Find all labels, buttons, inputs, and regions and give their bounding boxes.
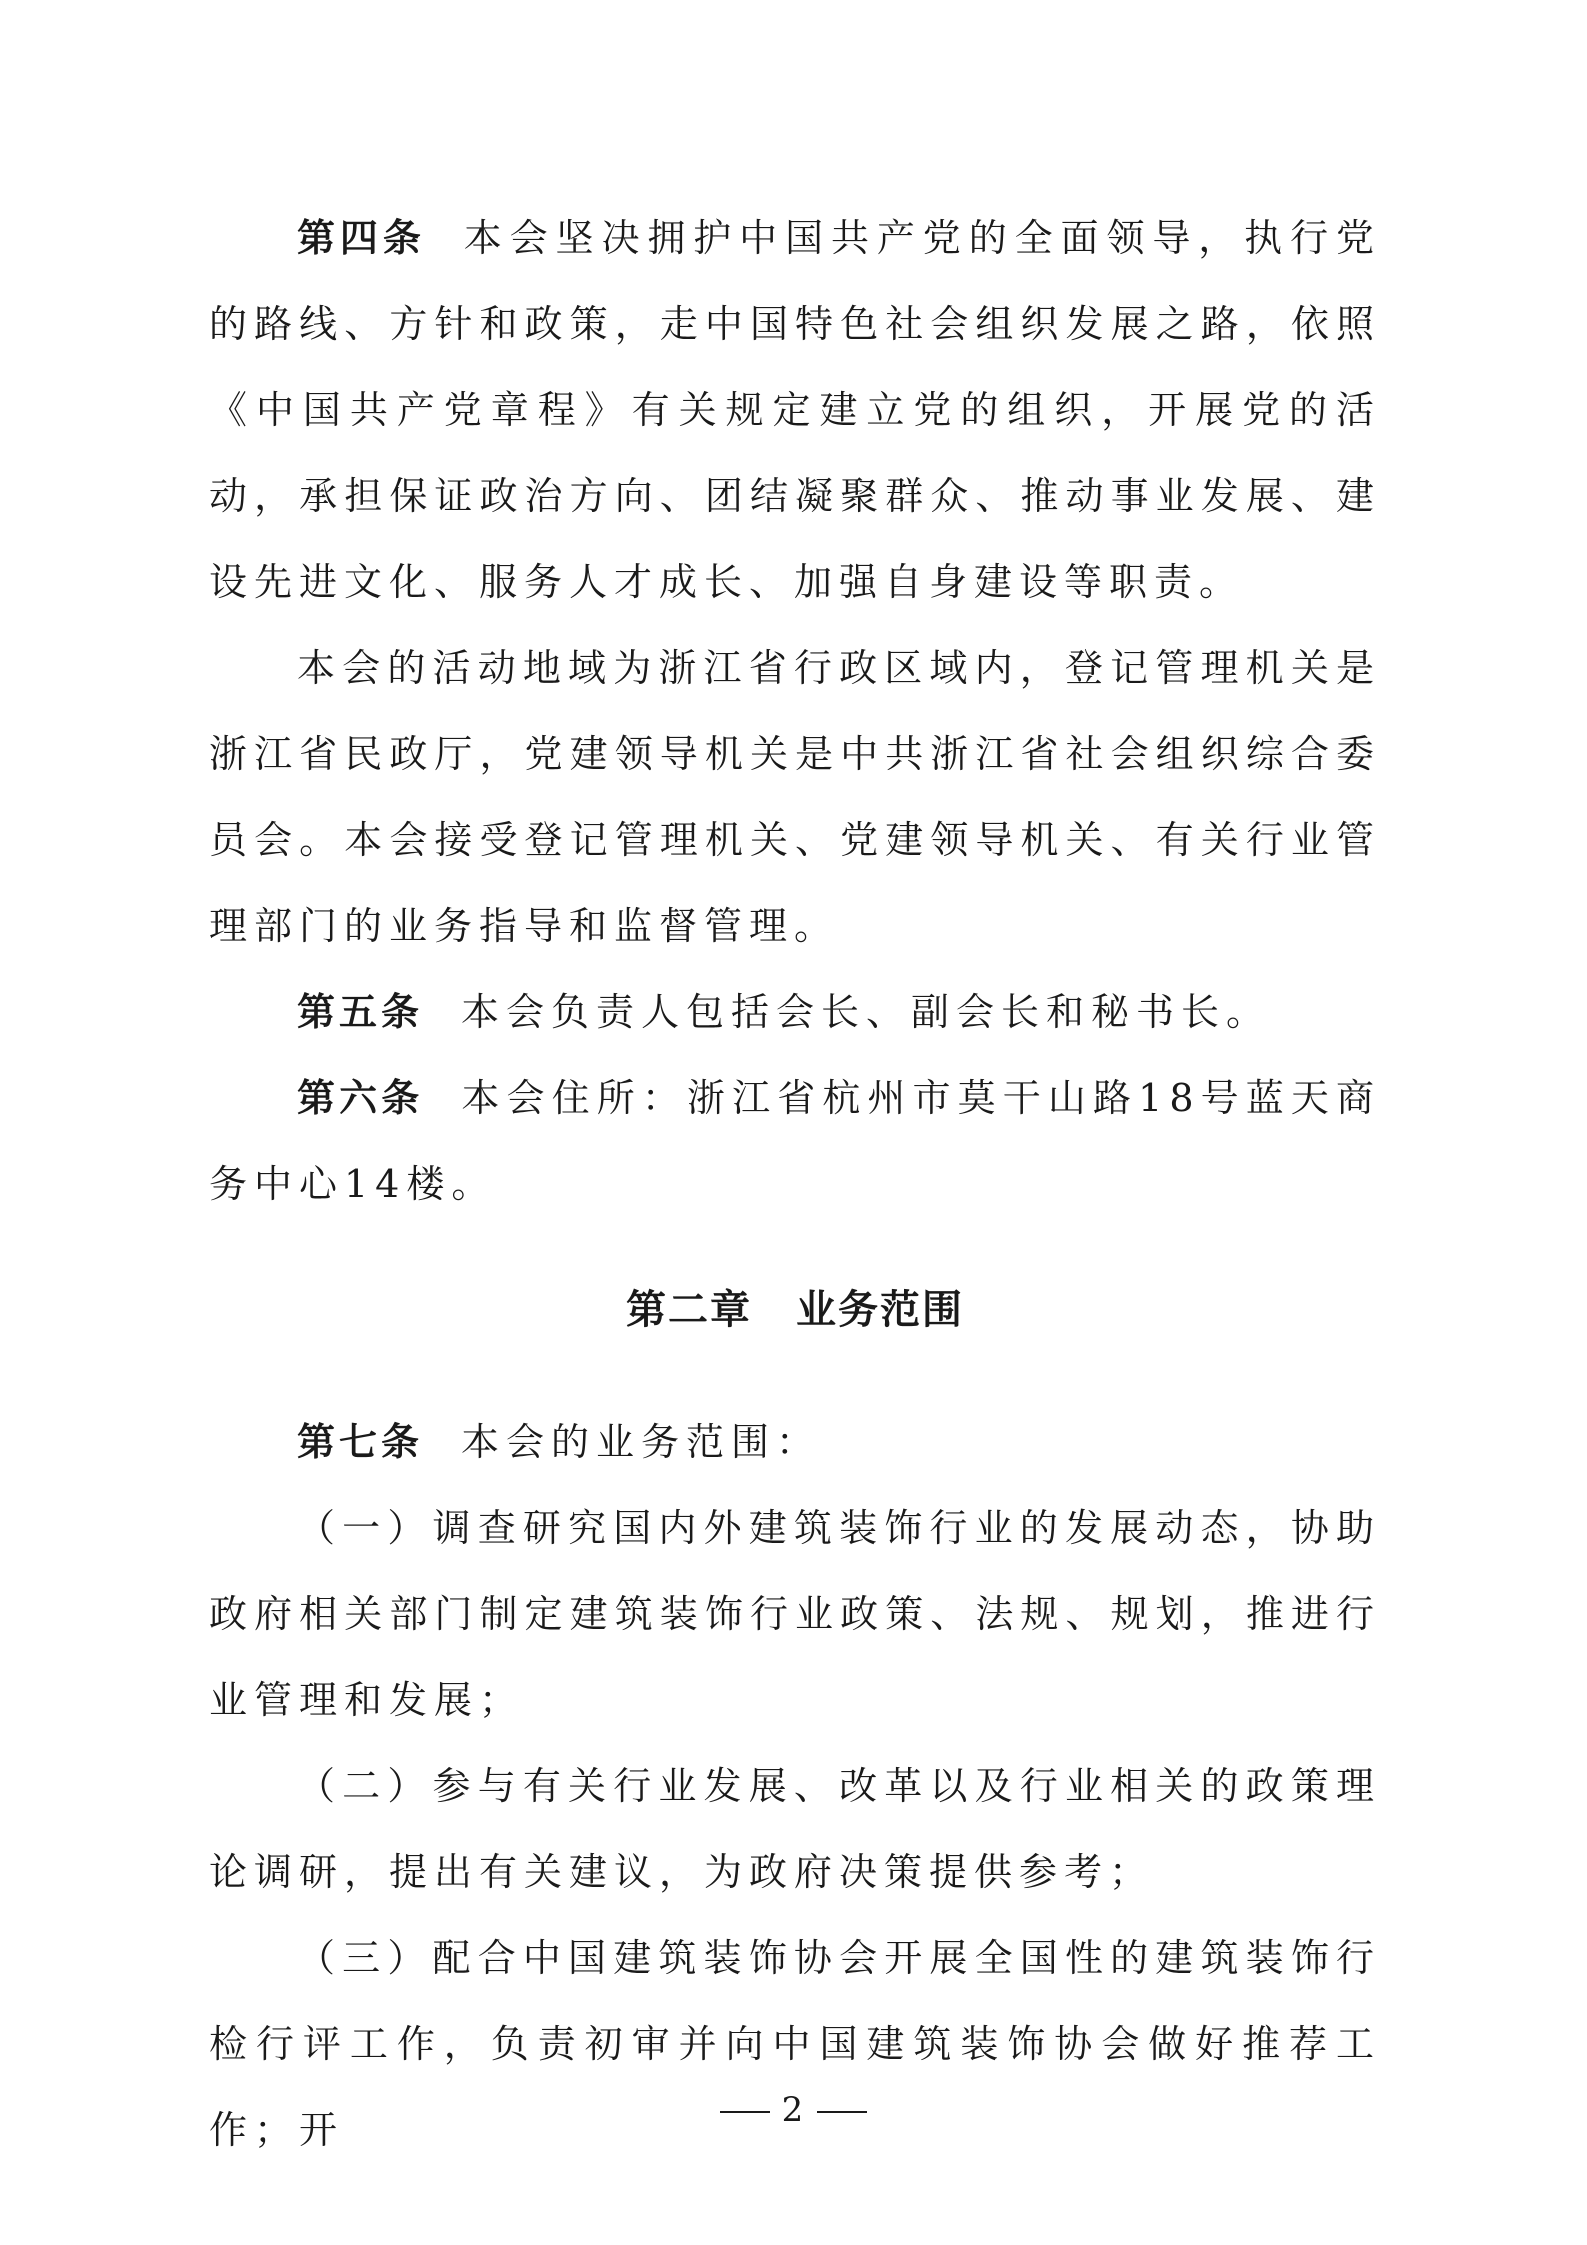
article-7-item-3 — [209, 1915, 1381, 2173]
article-text: 本会的活动地域为浙江省行政区域内，登记管理机关是浙江省民政厅，党建领导机关是中共浙江省社会组织综合委员会。本会接受登记管理机关、党建领导机关、有关行业管理部门的业务指导和监督管理。 — [209, 646, 1381, 948]
item-text: （三）配合中国建筑装饰协会开展全国性的建筑装饰行检行评工作，负责初审并向中国建筑装饰协会做好推荐工作；开 — [209, 1936, 1381, 2152]
page-number-value: 2 — [781, 2090, 806, 2130]
dash-right — [817, 2111, 867, 2113]
article-5 — [209, 969, 1381, 1055]
item-text: （一）调查研究国内外建筑装饰行业的发展动态，协助政府相关部门制定建筑装饰行业政策、法规、规划，推进行业管理和发展； — [209, 1506, 1381, 1722]
page-number — [0, 2090, 1587, 2130]
chapter-title: 业务范围 — [796, 1287, 964, 1333]
chapter-heading — [209, 1267, 1381, 1353]
chapter-number: 第二章 — [626, 1287, 752, 1333]
article-text: 本会的业务范围： — [461, 1420, 822, 1464]
article-text: 本会住所：浙江省杭州市莫干山路18号蓝天商务中心14楼。 — [209, 1076, 1381, 1206]
article-text: 本会坚决拥护中国共产党的全面领导，执行党的路线、方针和政策，走中国特色社会组织发展之路，依照《中国共产党章程》有关规定建立党的组织，开展党的活动，承担保证政治方向、团结凝聚群众、推动事业发展、建设先进文化、服务人才成长、加强自身建设等职责。 — [209, 216, 1381, 604]
dash-left — [720, 2111, 770, 2113]
article-label: 第七条 — [297, 1420, 424, 1464]
article-6 — [209, 1055, 1381, 1227]
article-label: 第五条 — [297, 990, 424, 1034]
article-7 — [209, 1399, 1381, 1485]
document-body — [209, 195, 1381, 2173]
article-4 — [209, 195, 1381, 625]
article-text: 本会负责人包括会长、副会长和秘书长。 — [461, 990, 1272, 1034]
item-text: （二）参与有关行业发展、改革以及行业相关的政策理论调研，提出有关建议，为政府决策提供参考； — [209, 1764, 1381, 1894]
article-label: 第四条 — [297, 216, 426, 260]
article-7-item-1 — [209, 1485, 1381, 1743]
article-7-item-2 — [209, 1743, 1381, 1915]
article-label: 第六条 — [297, 1076, 424, 1120]
article-4-paragraph-2 — [209, 625, 1381, 969]
